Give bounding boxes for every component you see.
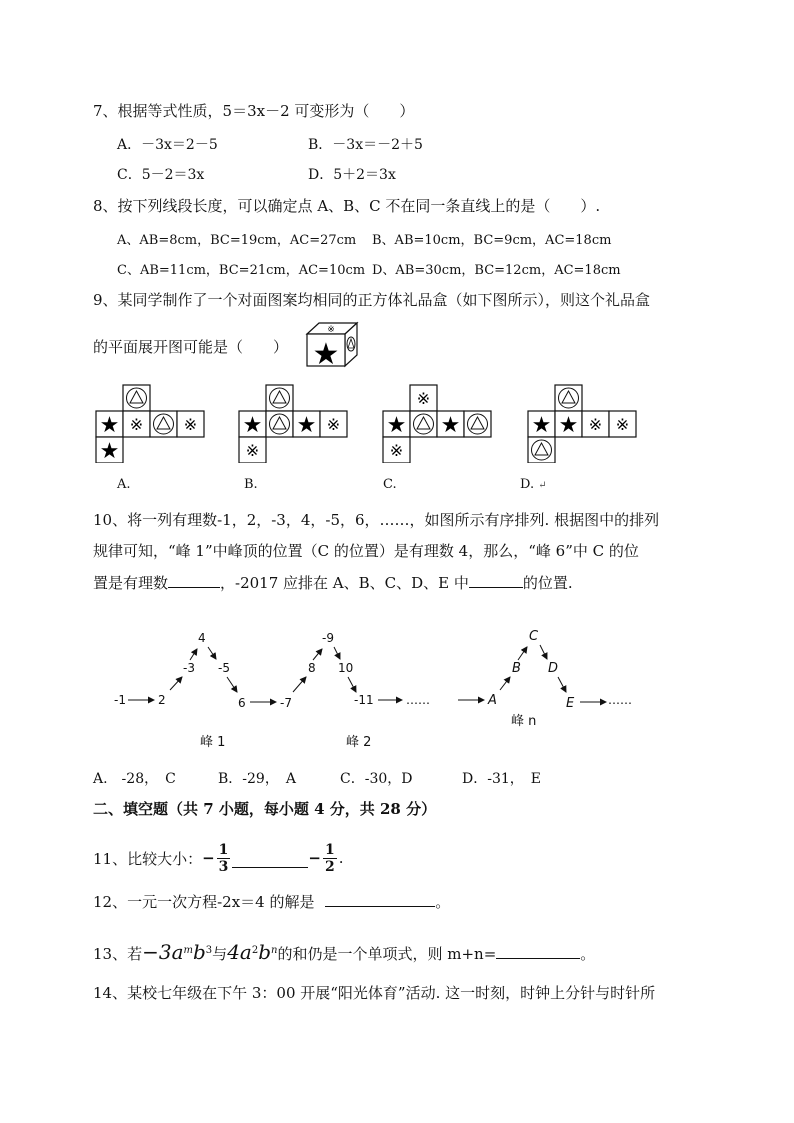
answer-blank-q12[interactable]	[325, 890, 435, 907]
q8-option-b: B、AB=10cm，BC=9cm，AC=18cm	[372, 233, 612, 248]
return-mark-icon: ↵	[538, 480, 547, 491]
number-minus-7: -7	[280, 696, 292, 710]
net-option-c	[382, 383, 497, 463]
net-option-b	[238, 383, 353, 463]
mark-icon: ※	[389, 441, 404, 460]
q10-option-b: B．-29， A	[218, 771, 296, 787]
cube-top-mark-icon: ※	[327, 325, 335, 335]
star-icon: ★	[440, 413, 461, 438]
mark-icon: ※	[615, 415, 630, 434]
position-d: D	[548, 661, 559, 676]
star-icon: ★	[386, 413, 407, 438]
mark-icon: ※	[129, 415, 144, 434]
q9-line2: 的平面展开图可能是（ ）	[93, 338, 289, 356]
answer-blank-peak6[interactable]	[168, 571, 220, 588]
answer-blank-q13[interactable]	[496, 942, 580, 959]
mark-icon: ※	[183, 415, 198, 434]
number-6: 6	[238, 696, 246, 710]
net-option-a	[95, 383, 210, 463]
star-icon: ★	[99, 439, 120, 463]
number-minus-11: -11	[354, 693, 374, 707]
q13: 13、若$-3a^mb^3$与$4a^2b^n$的和仍是一个单项式，则 m+n= 。	[93, 940, 596, 964]
dots-2: ……	[608, 693, 632, 707]
number-minus-9: -9	[322, 631, 334, 645]
mark-icon: ※	[326, 415, 341, 434]
q7-stem: 7、根据等式性质，5＝3x－2 可变形为（ ）	[93, 102, 415, 120]
q7-option-a: A．－3x＝2－5	[117, 137, 218, 153]
q10-line2: 规律可知，“峰 1”中峰顶的位置（C 的位置）是有理数 4，那么，“峰 6”中 C 的位	[93, 542, 639, 560]
fraction-one-third: $\frac{1}{3}$	[218, 841, 229, 875]
dots-1: ……	[406, 693, 430, 707]
q7-option-b: B．－3x＝－2＋5	[308, 137, 423, 153]
peak-arrangement-diagram	[100, 620, 700, 755]
q9-line1: 9、某同学制作了一个对面图案均相同的正方体礼品盒（如下图所示），则这个礼品盒	[93, 291, 651, 309]
net-label-d: D. ↵	[520, 477, 547, 492]
q10-option-d: D．-31， E	[462, 771, 541, 787]
q8-stem: 8、按下列线段长度，可以确定点 A、B、C 不在同一条直线上的是（ ）.	[93, 197, 601, 215]
mark-icon: ※	[588, 415, 603, 434]
cube-front-star-icon: ★	[312, 337, 340, 370]
q7-option-d: D．5＋2＝3x	[308, 167, 396, 183]
section-2-heading: 二、填空题（共 7 小题，每小题 4 分，共 28 分）	[93, 800, 437, 818]
star-icon: ★	[558, 413, 579, 438]
number-minus-1: -1	[114, 693, 126, 707]
star-icon: ★	[99, 413, 120, 438]
position-e: E	[566, 696, 575, 711]
net-option-d	[527, 383, 642, 463]
number-2: 2	[158, 693, 166, 707]
answer-blank-position[interactable]	[469, 571, 523, 588]
q10-line3: 置是有理数 ，-2017 应排在 A、B、C、D、E 中 的位置.	[93, 571, 573, 593]
q8-option-a: A、AB=8cm，BC=19cm，AC=27cm	[117, 233, 357, 248]
net-label-b: B.	[244, 477, 258, 492]
peak-2-label: 峰 2	[346, 735, 372, 750]
number-4: 4	[198, 631, 206, 645]
position-b: B	[512, 661, 521, 676]
net-label-c: C.	[383, 477, 397, 492]
number-10: 10	[338, 661, 354, 675]
q8-option-d: D、AB=30cm，BC=12cm，AC=18cm	[372, 263, 621, 278]
q10-option-c: C．-30，D	[340, 771, 413, 787]
mark-icon: ※	[245, 441, 260, 460]
answer-blank-q11[interactable]	[232, 849, 308, 868]
q12: 12、一元一次方程-2x＝4 的解是 。	[93, 890, 450, 912]
q14-line1: 14、某校七年级在下午 3：00 开展“阳光体育”活动. 这一时刻，时钟上分针与时针所	[93, 984, 656, 1002]
net-label-a: A.	[117, 477, 131, 492]
gift-box-cube-figure	[302, 320, 362, 370]
q8-option-c: C、AB=11cm，BC=21cm，AC=10cm	[117, 263, 366, 278]
star-icon: ★	[296, 413, 317, 438]
q10-option-a: A. -28， C	[93, 771, 176, 787]
position-a: A	[488, 693, 497, 708]
star-icon: ★	[242, 413, 263, 438]
peak-n-label: 峰 n	[511, 714, 537, 729]
mark-icon: ※	[416, 389, 431, 408]
number-8: 8	[308, 661, 316, 675]
star-icon: ★	[531, 413, 552, 438]
peak-1-label: 峰 1	[200, 735, 226, 750]
position-c: C	[529, 629, 539, 644]
q7-option-c: C．5－2＝3x	[117, 167, 205, 183]
q11: 11、比较大小： − $\frac{1}{3}$ − $\frac{1}{2}$ .	[93, 841, 344, 875]
fraction-one-half: $\frac{1}{2}$	[325, 841, 335, 875]
number-minus-3: -3	[183, 661, 195, 675]
number-minus-5: -5	[218, 661, 230, 675]
q10-line1: 10、将一列有理数-1，2，-3，4，-5，6，……，如图所示有序排列. 根据图中的排列	[93, 511, 660, 529]
